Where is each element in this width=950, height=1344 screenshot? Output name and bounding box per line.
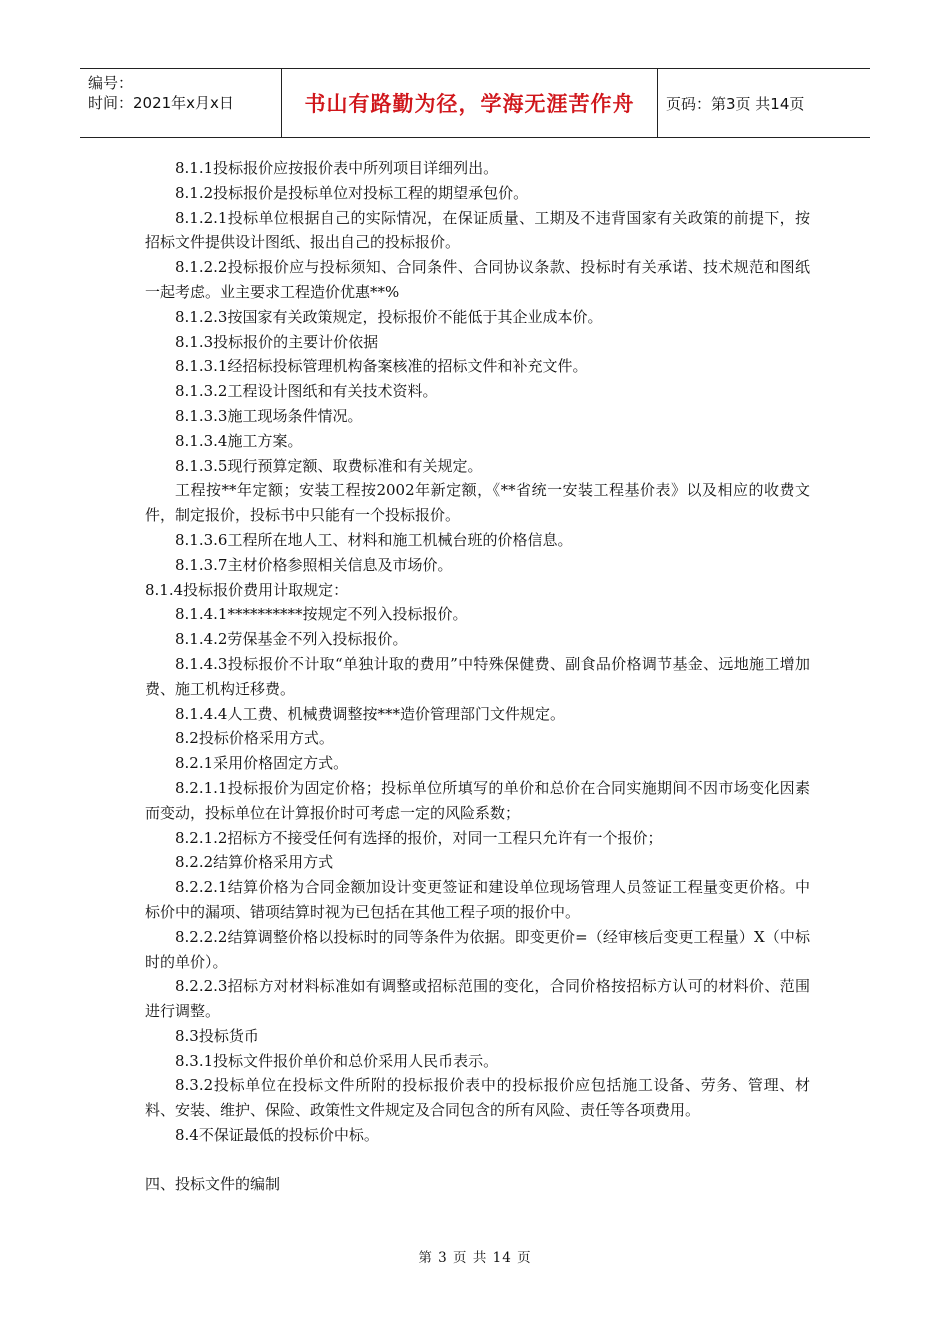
document-code-label: 编号： <box>88 74 134 92</box>
header-info-cell <box>80 69 282 137</box>
body-paragraph: 8.2.1.2招标方不接受任何有选择的报价，对同一工程只允许有一个报价； <box>175 828 663 847</box>
body-paragraph: 8.1.1投标报价应按报价表中所列项目详细列出。 <box>175 159 499 177</box>
body-paragraph: 四、投标文件的编制 <box>145 1174 281 1193</box>
body-paragraph: 8.2.2.2结算调整价格以投标时的同等条件为依据。即变更价=（经审核后变更工程量）X（中标时的单价）。 <box>145 927 810 971</box>
body-paragraph: 8.1.3.6工程所在地人工、材料和施工机械台班的价格信息。 <box>175 530 573 549</box>
body-paragraph: 8.1.3.2工程设计图纸和有关技术资料。 <box>175 382 438 401</box>
body-paragraph: 8.1.4.1**********按规定不列入投标报价。 <box>175 605 468 624</box>
body-paragraph: 8.1.4.3投标报价不计取“单独计取的费用”中特殊保健费、副食品价格调节基金、远地施工增加费、施工机构迁移费。 <box>145 654 810 698</box>
body-paragraph: 8.1.2.1投标单位根据自己的实际情况，在保证质量、工期及不违背国家有关政策的前提下，按招标文件提供设计图纸、报出自己的投标报价。 <box>145 208 810 252</box>
body-paragraph: 8.1.2.2投标报价应与投标须知、合同条件、合同协议条款、投标时有关承诺、技术规范和图纸一起考虑。业主要求工程造价优惠**% <box>145 258 810 301</box>
body-paragraph: 8.1.2投标报价是投标单位对投标工程的期望承包价。 <box>175 183 529 202</box>
body-paragraph: 8.2.2.3招标方对材料标准如有调整或招标范围的变化，合同价格按招标方认可的材料价、范围进行调整。 <box>145 977 810 1021</box>
body-paragraph: 8.2投标价格采用方式。 <box>175 729 334 748</box>
body-paragraph: 8.1.3.7主材价格参照相关信息及市场价。 <box>175 555 453 574</box>
body-paragraph: 8.3投标货币 <box>175 1026 259 1045</box>
body-paragraph: 8.3.1投标文件报价单价和总价采用人民币表示。 <box>175 1051 499 1070</box>
header-page-cell <box>658 69 870 137</box>
header-motto-cell <box>282 69 658 137</box>
document-time-label: 时间：2021年x月x日 <box>88 94 234 112</box>
body-paragraph: 8.1.4.2劳保基金不列入投标报价。 <box>175 630 408 649</box>
body-paragraph: 8.1.4投标报价费用计取规定： <box>145 580 349 599</box>
page-header <box>80 68 870 138</box>
body-paragraph: 8.4不保证最低的投标价中标。 <box>175 1126 379 1145</box>
body-paragraph: 8.1.4.4人工费、机械费调整按***造价管理部门文件规定。 <box>175 704 565 723</box>
page-footer <box>0 1246 950 1266</box>
footer-page-number: 第 3 页 共 14 页 <box>418 1250 532 1266</box>
header-motto: 书山有路勤为径，学海无涯苦作舟 <box>304 92 635 116</box>
body-paragraph: 8.1.3.5现行预算定额、取费标准和有关规定。 <box>175 456 483 475</box>
body-paragraph: 8.2.1.1投标报价为固定价格；投标单位所填写的单价和总价在合同实施期间不因市场变化因素而变动，投标单位在计算报价时可考虑一定的风险系数； <box>145 778 810 822</box>
body-paragraph: 8.1.3投标报价的主要计价依据 <box>175 332 379 351</box>
body-paragraph: 8.1.3.1经招标投标管理机构备案核准的招标文件和补充文件。 <box>175 357 588 376</box>
body-paragraph: 工程按**年定额；安装工程按2002年新定额，《**省统一安装工程基价表》以及相应的收费文件，制定报价，投标书中只能有一个投标报价。 <box>145 481 810 525</box>
body-paragraph: 8.1.3.3施工现场条件情况。 <box>175 406 363 425</box>
header-page-number: 页码：第3页 共14页 <box>666 94 805 113</box>
body-paragraph: 8.2.2结算价格采用方式 <box>175 853 334 872</box>
body-paragraph: 8.1.3.4施工方案。 <box>175 431 303 450</box>
body-paragraph: 8.2.1采用价格固定方式。 <box>175 754 349 773</box>
body-paragraph: 8.1.2.3按国家有关政策规定，投标报价不能低于其企业成本价。 <box>175 307 603 326</box>
body-paragraph: 8.2.2.1结算价格为合同金额加设计变更签证和建设单位现场管理人员签证工程量变更价格。中标价中的漏项、错项结算时视为已包括在其他工程子项的报价中。 <box>145 878 810 921</box>
document-body <box>145 156 810 1197</box>
body-paragraph: 8.3.2投标单位在投标文件所附的投标报价表中的投标报价应包括施工设备、劳务、管理、材料、安装、维护、保险、政策性文件规定及合同包含的所有风险、责任等各项费用。 <box>145 1076 810 1120</box>
